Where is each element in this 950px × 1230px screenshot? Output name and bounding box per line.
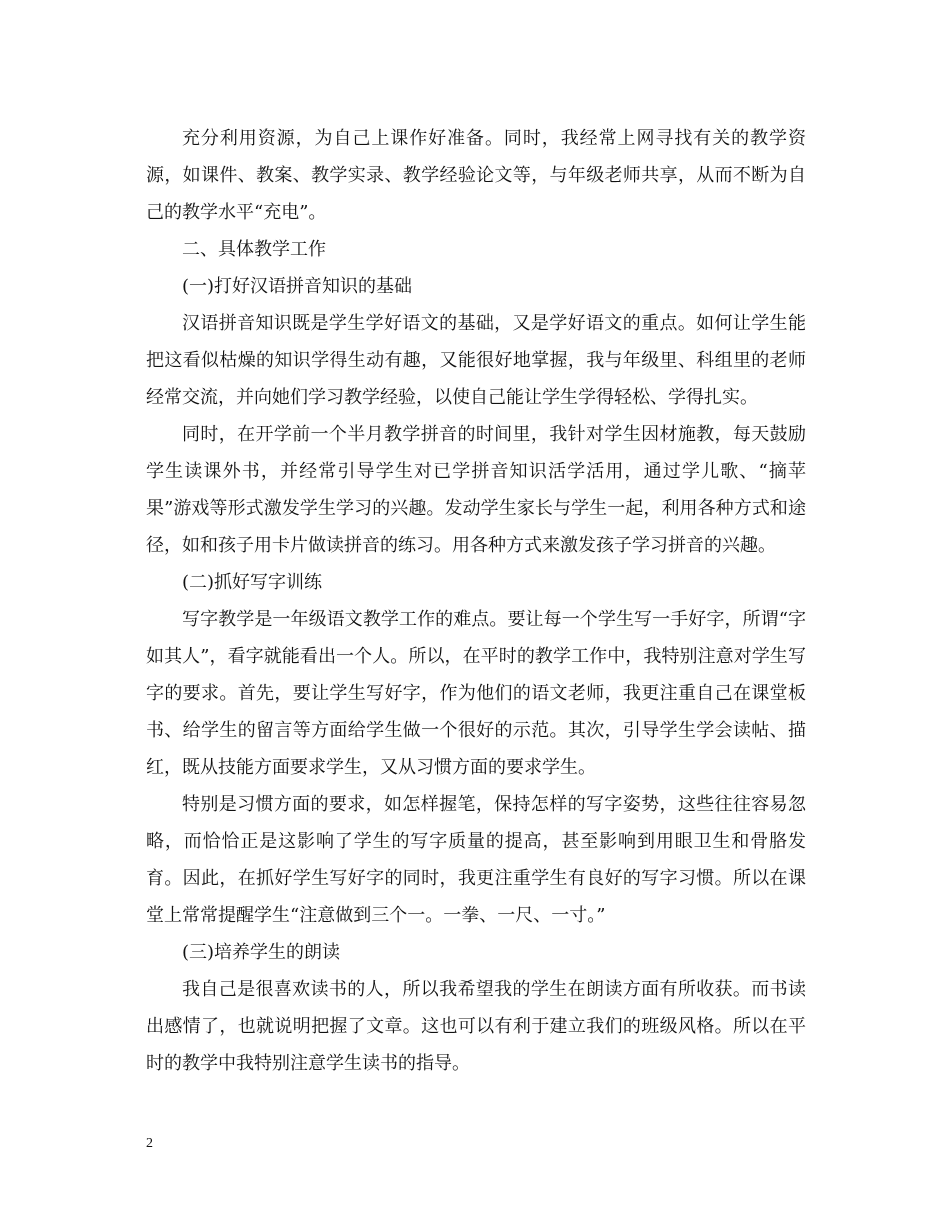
paragraph-pinyin-methods: 同时，在开学前一个半月教学拼音的时间里，我针对学生因材施教，每天鼓励学生读课外书，并经常引导学生对已学拼音知识活学活用，通过学儿歌、“摘苹果”游戏等形式激发学生学习的兴趣。发动学生家长与学生一起，利用各种方式和途径，如和孩子用卡片做读拼音的练习。用各种方式来激发孩子学习拼音的兴趣。 [146, 424, 806, 556]
paragraph-pinyin-basics: 汉语拼音知识既是学生学好语文的基础，又是学好语文的重点。如何让学生能把这看似枯燥的知识学得生动有趣，又能很好地掌握，我与年级里、科组里的老师经常交流，并向她们学习教学经验，以使自己能让学生学得轻松、学得扎实。 [146, 313, 806, 408]
paragraph-reading: 我自己是很喜欢读书的人，所以我希望我的学生在朗读方面有所收获。而书读出感情了，也就说明把握了文章。这也可以有利于建立我们的班级风格。所以在平时的教学中我特别注意学生读书的指导。 [146, 979, 806, 1074]
paragraph-writing-habits: 特别是习惯方面的要求，如怎样握笔，保持怎样的写字姿势，这些往往容易忽略，而恰恰正是这影响了学生的写字质量的提高，甚至影响到用眼卫生和骨胳发育。因此，在抓好学生写好字的同时，我更注重学生有良好的写字习惯。所以在课堂上常常提醒学生“注意做到三个一。一拳、一尺、一寸。” [146, 794, 806, 926]
subheading-writing: (二)抓好写字训练 [182, 572, 323, 593]
subheading-pinyin: (一)打好汉语拼音知识的基础 [182, 276, 413, 297]
page-number: 2 [146, 1136, 153, 1151]
paragraph-writing-teaching: 写字教学是一年级语文教学工作的难点。要让每一个学生写一手好字，所谓“字如其人”，看字就能看出一个人。所以，在平时的教学工作中，我特别注意对学生写字的要求。首先，要让学生写好字，作为他们的语文老师，我更注重自己在课堂板书、给学生的留言等方面给学生做一个很好的示范。其次，引导学生学会读帖、描红，既从技能方面要求学生，又从习惯方面的要求学生。 [146, 609, 806, 778]
body-text [146, 120, 806, 1082]
section-heading-teaching-work: 二、具体教学工作 [182, 239, 326, 260]
subheading-reading: (三)培养学生的朗读 [182, 942, 341, 963]
paragraph-resources: 充分利用资源，为自己上课作好准备。同时，我经常上网寻找有关的教学资源，如课件、教案、教学实录、教学经验论文等，与年级老师共享，从而不断为自己的教学水平“充电”。 [146, 128, 806, 223]
